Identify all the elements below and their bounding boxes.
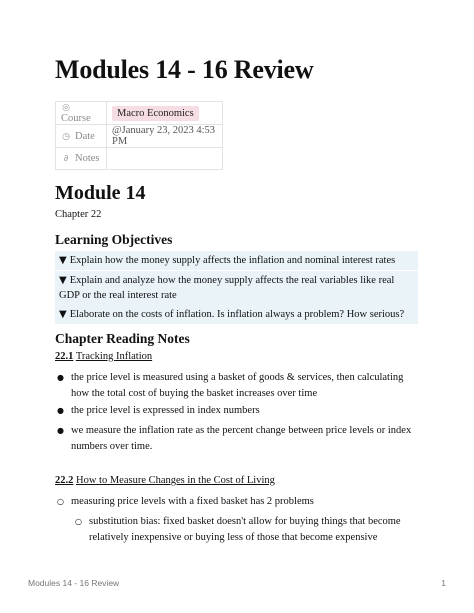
reading-notes-heading: Chapter Reading Notes: [55, 331, 190, 346]
section-heading-22-1: [55, 351, 152, 362]
section-title: How to Measure Changes in the Cost of Living: [76, 475, 275, 486]
section-number: 22.2: [55, 475, 74, 486]
toggle-triangle-icon[interactable]: ▼: [59, 275, 67, 286]
list-item: ● the price level is expressed in index numbers: [71, 403, 421, 419]
module-heading: Module 14: [55, 182, 146, 204]
objective-toggle-3[interactable]: ▼ Elaborate on the costs of inflation. Is inflation always a problem? How serious?: [55, 305, 418, 324]
list-item: ○ measuring price levels with a fixed basket has 2 problems: [71, 494, 421, 510]
notes-value[interactable]: [107, 148, 223, 170]
learning-objectives-heading: Learning Objectives: [55, 232, 173, 247]
section-title: Tracking Inflation: [75, 351, 153, 362]
clock-icon: ◷: [62, 131, 70, 142]
tag-icon: ◎: [62, 103, 70, 113]
property-key: ◎Course: [56, 102, 107, 125]
hollow-bullet-icon: ○: [75, 517, 82, 526]
property-key: ∂ Notes: [56, 148, 107, 170]
bullet-icon: ●: [57, 373, 64, 382]
footer-page-number: 1: [441, 578, 446, 588]
property-row-date: [56, 125, 223, 148]
objective-toggle-2[interactable]: ▼ Explain and analyze how the money supply affects the real variables like real GDP or the real interest rate: [55, 271, 418, 305]
bullet-icon: ●: [57, 406, 64, 415]
property-row-notes: [56, 148, 223, 170]
page-title: Modules 14 - 16 Review: [55, 55, 314, 84]
property-value[interactable]: [107, 102, 223, 125]
properties-table: [55, 101, 223, 170]
list-item: ● the price level is measured using a basket of goods & services, then calculating how the total cost of buying the basket increases over time: [57, 372, 404, 399]
toggle-triangle-icon[interactable]: ▼: [59, 309, 67, 320]
objective-toggle-1[interactable]: ▼ Explain how the money supply affects the inflation and nominal interest rates: [55, 251, 418, 270]
hollow-bullet-icon: ○: [57, 497, 64, 506]
list-item: ○ substitution bias: fixed basket doesn't allow for buying things that become relatively inexpensive or buying less of those that become expensive: [75, 516, 401, 543]
list-item: ● we measure the inflation rate as the percent change between price levels or index numbers over time.: [57, 425, 412, 452]
property-key: ◷ Date: [56, 125, 107, 148]
section-heading-22-2: [55, 475, 275, 486]
paperclip-icon: ∂: [63, 154, 69, 164]
property-row-course: [56, 102, 223, 125]
chapter-label: Chapter 22: [55, 209, 102, 220]
course-tag[interactable]: Macro Economics: [112, 106, 199, 121]
section-number: 22.1: [55, 351, 74, 362]
bullet-icon: ●: [57, 426, 64, 435]
toggle-triangle-icon[interactable]: ▼: [59, 255, 67, 266]
date-value[interactable]: @January 23, 2023 4:53 PM: [107, 125, 223, 148]
footer-doc-title: Modules 14 - 16 Review: [28, 578, 120, 588]
